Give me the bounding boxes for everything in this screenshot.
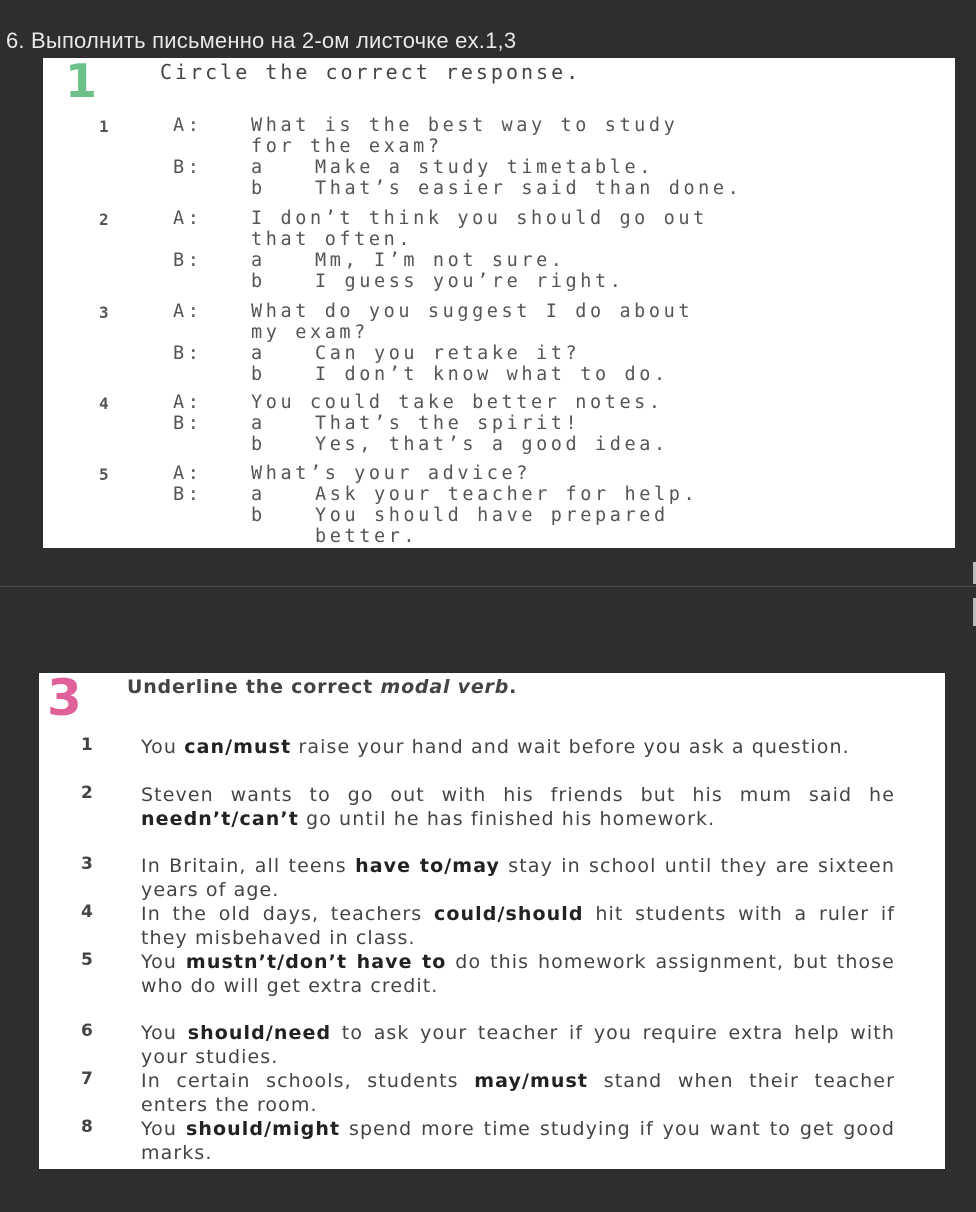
question-number: 4	[99, 394, 109, 413]
speaker-label: B:	[173, 343, 203, 364]
option-text: That’s easier said than done.	[315, 178, 743, 199]
sentence-end: hit students with a ruler if they misbehaved in class.	[141, 903, 895, 949]
sentence-end: go until he has finished his homework.	[298, 808, 716, 830]
speaker-label: A:	[173, 392, 203, 413]
option-text: Ask your teacher for help.	[315, 484, 699, 505]
exercise-number: 3	[47, 669, 82, 727]
question-text-line: What do you suggest I do about	[251, 301, 694, 322]
sentence-number: 4	[81, 902, 93, 922]
option-text: I don’t know what to do.	[315, 364, 669, 385]
sentence-start: In certain schools, students	[141, 1070, 475, 1092]
modal-verb-choice[interactable]: can/must	[184, 736, 292, 758]
sentence-start: You	[141, 951, 186, 973]
question-text-line: What’s your advice?	[251, 463, 532, 484]
option-text: better.	[315, 526, 419, 547]
sentence-text	[141, 783, 895, 831]
sentence-end: do this homework assignment, but those who do will get extra credit.	[141, 951, 895, 997]
option-letter: a	[251, 157, 266, 178]
sentence-start: In the old days, teachers	[141, 903, 434, 925]
sentence-text	[141, 1117, 895, 1165]
sentence-end: to ask your teacher if you require extra help with your studies.	[141, 1022, 895, 1068]
sentence-text	[141, 735, 895, 759]
option-letter: b	[251, 434, 266, 455]
sentence-end: stay in school until they are sixteen years of age.	[141, 855, 895, 901]
modal-verb-choice[interactable]: mustn’t/don’t have to	[185, 951, 447, 973]
exercise-3-card	[39, 669, 945, 1169]
option-text: You should have prepared	[315, 505, 669, 526]
sentence-start: You	[141, 1118, 186, 1140]
instruction-text: Underline the correct	[127, 676, 381, 698]
sentence-number: 8	[81, 1117, 93, 1137]
exercise-instruction: Circle the correct response.	[160, 60, 582, 84]
sentence-end: spend more time studying if you want to get good marks.	[141, 1118, 895, 1164]
sentence-number: 7	[81, 1069, 93, 1089]
option-letter: b	[251, 364, 266, 385]
modal-verb-choice[interactable]: may/must	[474, 1070, 589, 1092]
question-text-line: You could take better notes.	[251, 392, 664, 413]
option-text: Make a study timetable.	[315, 157, 654, 178]
speaker-label: A:	[173, 463, 203, 484]
modal-verb-choice[interactable]: have to/may	[355, 855, 501, 877]
question-text-line: I don’t think you should go out	[251, 208, 708, 229]
sentence-end: stand when their teacher enters the room.	[141, 1070, 896, 1116]
speaker-label: B:	[173, 250, 203, 271]
sentence-start: In Britain, all teens	[141, 855, 356, 877]
option-letter: a	[251, 413, 266, 434]
sentence-text	[141, 902, 895, 950]
exercise-1-card	[43, 54, 955, 548]
modal-verb-choice[interactable]: should/might	[185, 1118, 341, 1140]
option-text: Can you retake it?	[315, 343, 581, 364]
sentence-text	[141, 1069, 895, 1117]
sentence-text	[141, 950, 895, 998]
instruction-end: .	[509, 676, 518, 698]
sentence-number: 3	[81, 854, 93, 874]
question-number: 3	[99, 303, 109, 322]
option-text: Mm, I’m not sure.	[315, 250, 566, 271]
speaker-label: A:	[173, 115, 203, 136]
task-title: 6. Выполнить письменно на 2-ом листочке ex.1,3	[6, 28, 517, 53]
option-letter: a	[251, 250, 266, 271]
option-letter: b	[251, 505, 266, 526]
modal-verb-choice[interactable]: should/need	[187, 1022, 332, 1044]
option-letter: a	[251, 484, 266, 505]
sentence-number: 6	[81, 1021, 93, 1041]
sentence-start: Steven wants to go out with his friends but his mum said he	[141, 784, 895, 806]
question-number: 2	[99, 210, 109, 229]
speaker-label: B:	[173, 484, 203, 505]
sentence-text	[141, 1021, 895, 1069]
question-text-line: that often.	[251, 229, 414, 250]
sentence-start: You	[141, 736, 185, 758]
exercise-instruction	[127, 676, 517, 698]
option-letter: b	[251, 178, 266, 199]
sentence-number: 1	[81, 735, 93, 755]
speaker-label: A:	[173, 301, 203, 322]
divider	[0, 586, 976, 587]
question-text-line: my exam?	[251, 322, 369, 343]
modal-verb-choice[interactable]: needn’t/can’t	[141, 808, 299, 830]
sentence-number: 5	[81, 950, 93, 970]
instruction-italic: modal verb	[380, 676, 510, 698]
option-text: Yes, that’s a good idea.	[315, 434, 669, 455]
question-number: 5	[99, 465, 109, 484]
option-text: I guess you’re right.	[315, 271, 625, 292]
speaker-label: B:	[173, 157, 203, 178]
option-letter: a	[251, 343, 266, 364]
sentence-end: raise your hand and wait before you ask a question.	[291, 736, 850, 758]
speaker-label: B:	[173, 413, 203, 434]
sentence-number: 2	[81, 783, 93, 803]
question-text-line: What is the best way to study	[251, 115, 679, 136]
question-text-line: for the exam?	[251, 136, 443, 157]
option-letter: b	[251, 271, 266, 292]
speaker-label: A:	[173, 208, 203, 229]
modal-verb-choice[interactable]: could/should	[433, 903, 584, 925]
sentence-text	[141, 854, 895, 902]
question-number: 1	[99, 117, 109, 136]
exercise-number: 1	[65, 54, 98, 108]
sentence-start: You	[141, 1022, 188, 1044]
option-text: That’s the spirit!	[315, 413, 581, 434]
